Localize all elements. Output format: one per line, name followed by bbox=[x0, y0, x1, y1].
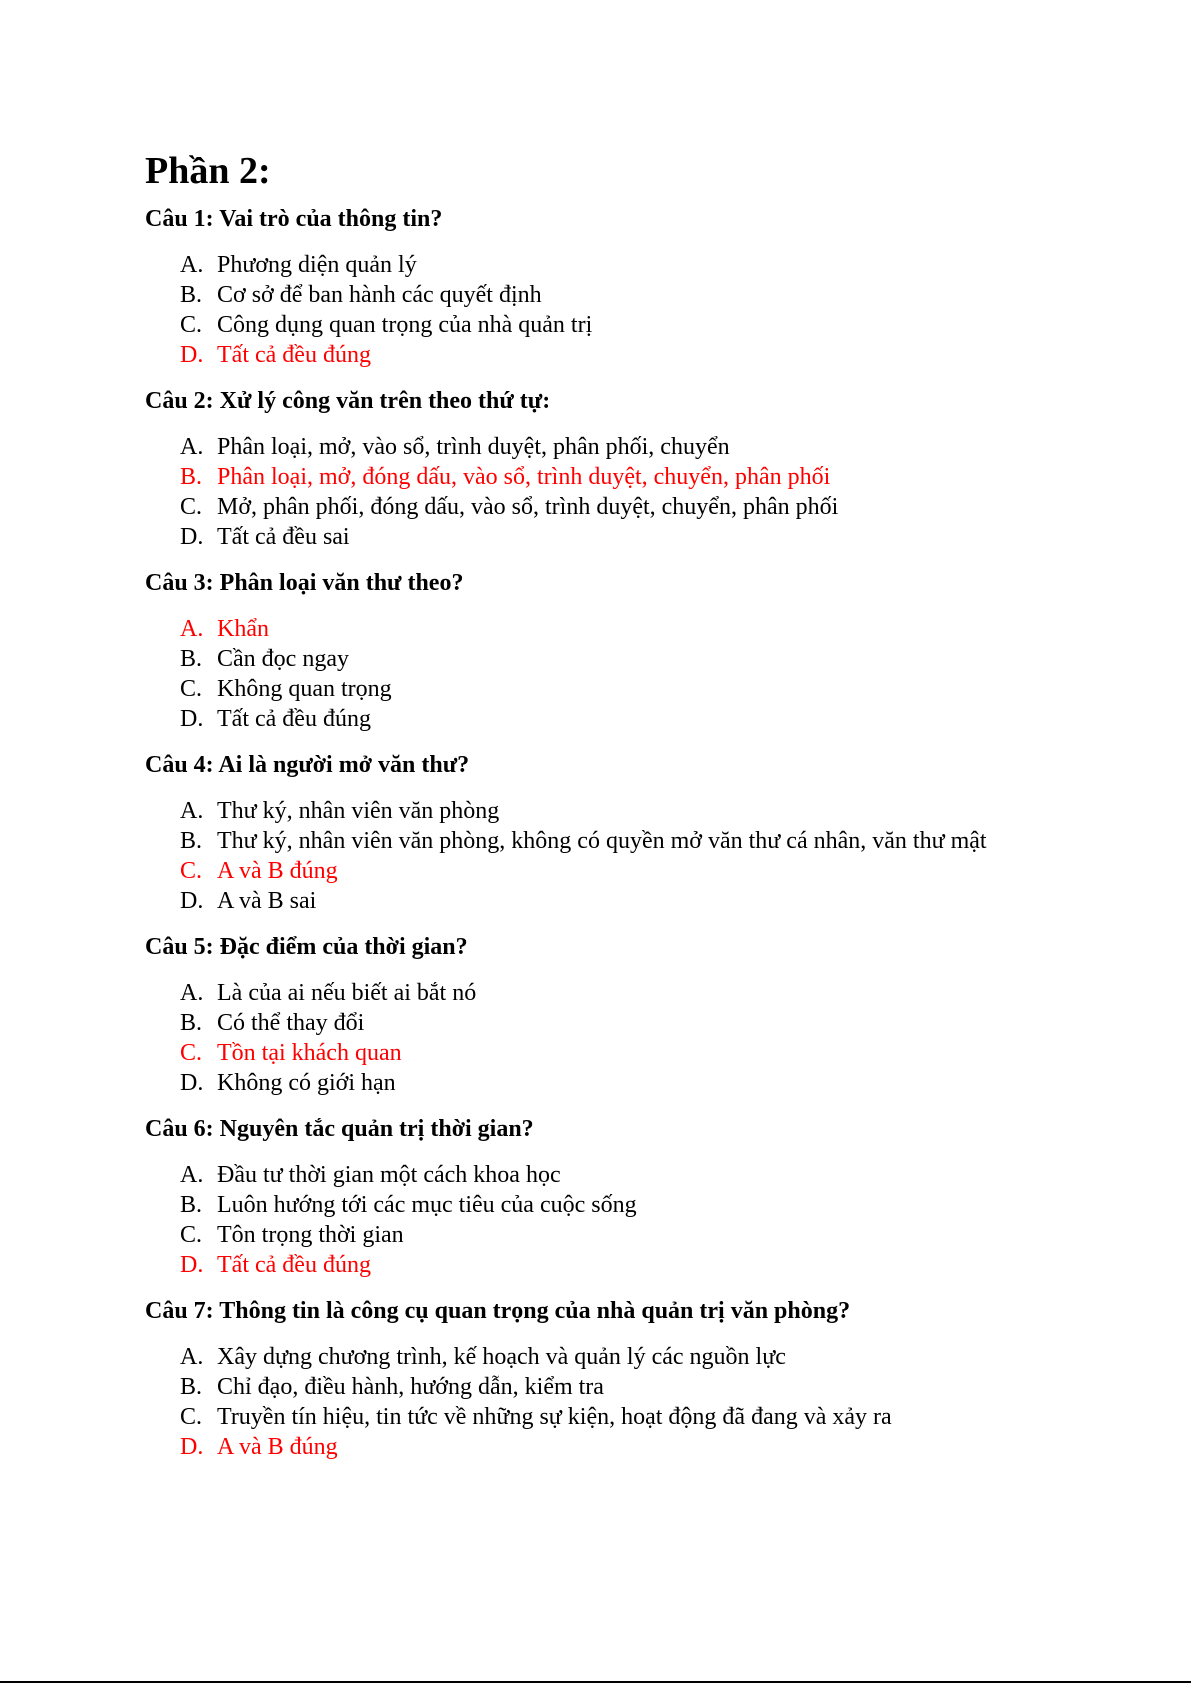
option-text: Đầu tư thời gian một cách khoa học bbox=[217, 1162, 561, 1188]
option-text: Xây dựng chương trình, kế hoạch và quản lý các nguồn lực bbox=[217, 1344, 786, 1370]
answer-option bbox=[180, 310, 1045, 340]
option-list bbox=[145, 614, 1045, 734]
answer-option bbox=[180, 826, 1045, 856]
option-letter: B. bbox=[180, 1192, 203, 1218]
option-text: Không quan trọng bbox=[217, 676, 392, 702]
question-title: Câu 2: Xử lý công văn trên theo thứ tự: bbox=[145, 388, 551, 414]
question-title: Câu 5: Đặc điểm của thời gian? bbox=[145, 934, 468, 960]
question-title: Câu 7: Thông tin là công cụ quan trọng của nhà quản trị văn phòng? bbox=[145, 1298, 851, 1324]
answer-option bbox=[180, 1160, 1045, 1190]
option-text: Tôn trọng thời gian bbox=[217, 1222, 404, 1248]
question-title: Câu 6: Nguyên tắc quản trị thời gian? bbox=[145, 1116, 534, 1142]
option-list bbox=[145, 250, 1045, 370]
answer-option bbox=[180, 704, 1045, 734]
question-5 bbox=[145, 932, 1045, 1098]
correct-answer-option bbox=[180, 856, 1045, 886]
answer-option bbox=[180, 250, 1045, 280]
option-letter: D. bbox=[180, 1252, 204, 1278]
option-text: Chỉ đạo, điều hành, hướng dẫn, kiểm tra bbox=[217, 1374, 604, 1400]
option-letter: A. bbox=[180, 252, 204, 278]
option-text: Phương diện quản lý bbox=[217, 252, 417, 278]
option-text: Không có giới hạn bbox=[217, 1070, 396, 1096]
section-title: Phần 2: bbox=[145, 150, 271, 192]
answer-option bbox=[180, 1342, 1045, 1372]
correct-answer-option bbox=[180, 340, 1045, 370]
option-list bbox=[145, 1342, 1045, 1462]
question-6 bbox=[145, 1114, 1045, 1280]
option-letter: D. bbox=[180, 1070, 204, 1096]
option-letter: B. bbox=[180, 1010, 203, 1036]
answer-option bbox=[180, 1372, 1045, 1402]
option-letter: D. bbox=[180, 1434, 204, 1460]
option-text: Luôn hướng tới các mục tiêu của cuộc sống bbox=[217, 1192, 637, 1218]
question-1 bbox=[145, 204, 1045, 370]
option-text: Tất cả đều đúng bbox=[217, 706, 371, 732]
document-content bbox=[145, 146, 1045, 1478]
option-text: Có thể thay đổi bbox=[217, 1010, 365, 1036]
option-letter: A. bbox=[180, 1162, 204, 1188]
option-text: Tất cả đều sai bbox=[217, 524, 350, 550]
option-text: Phân loại, mở, vào sổ, trình duyệt, phân phối, chuyển bbox=[217, 434, 730, 460]
question-3 bbox=[145, 568, 1045, 734]
option-text: A và B đúng bbox=[217, 858, 338, 884]
option-text: Thư ký, nhân viên văn phòng bbox=[217, 798, 500, 824]
option-letter: B. bbox=[180, 828, 203, 854]
option-letter: D. bbox=[180, 342, 204, 368]
page-bottom-border bbox=[0, 1681, 1191, 1683]
question-title: Câu 3: Phân loại văn thư theo? bbox=[145, 570, 464, 596]
question-7 bbox=[145, 1296, 1045, 1462]
option-list bbox=[145, 1160, 1045, 1280]
option-letter: A. bbox=[180, 980, 204, 1006]
question-4 bbox=[145, 750, 1045, 916]
answer-option bbox=[180, 1190, 1045, 1220]
answer-option bbox=[180, 492, 1045, 522]
option-letter: C. bbox=[180, 312, 203, 338]
option-letter: A. bbox=[180, 1344, 204, 1370]
option-letter: D. bbox=[180, 524, 204, 550]
option-letter: B. bbox=[180, 1374, 203, 1400]
option-letter: B. bbox=[180, 282, 203, 308]
option-text: Phân loại, mở, đóng dấu, vào sổ, trình duyệt, chuyển, phân phối bbox=[217, 464, 831, 490]
option-letter: D. bbox=[180, 888, 204, 914]
option-letter: A. bbox=[180, 616, 204, 642]
answer-option bbox=[180, 1220, 1045, 1250]
option-letter: B. bbox=[180, 646, 203, 672]
option-text: Mở, phân phối, đóng dấu, vào sổ, trình duyệt, chuyển, phân phối bbox=[217, 494, 839, 520]
answer-option bbox=[180, 522, 1045, 552]
option-text: A và B đúng bbox=[217, 1434, 338, 1460]
answer-option bbox=[180, 432, 1045, 462]
option-list bbox=[145, 432, 1045, 552]
option-letter: A. bbox=[180, 434, 204, 460]
option-letter: C. bbox=[180, 858, 203, 884]
option-text: Công dụng quan trọng của nhà quản trị bbox=[217, 312, 593, 338]
option-letter: D. bbox=[180, 706, 204, 732]
option-letter: C. bbox=[180, 1222, 203, 1248]
answer-option bbox=[180, 978, 1045, 1008]
option-text: Tất cả đều đúng bbox=[217, 1252, 371, 1278]
correct-answer-option bbox=[180, 614, 1045, 644]
answer-option bbox=[180, 886, 1045, 916]
option-letter: C. bbox=[180, 494, 203, 520]
option-list bbox=[145, 796, 1045, 916]
option-letter: C. bbox=[180, 1404, 203, 1430]
answer-option bbox=[180, 1008, 1045, 1038]
option-text: Truyền tín hiệu, tin tức về những sự kiện, hoạt động đã đang và xảy ra bbox=[217, 1404, 892, 1430]
option-text: Thư ký, nhân viên văn phòng, không có quyền mở văn thư cá nhân, văn thư mật bbox=[217, 828, 987, 854]
option-letter: C. bbox=[180, 1040, 203, 1066]
answer-option bbox=[180, 644, 1045, 674]
answer-option bbox=[180, 1068, 1045, 1098]
answer-option bbox=[180, 796, 1045, 826]
option-text: Tồn tại khách quan bbox=[217, 1040, 402, 1066]
question-list bbox=[145, 204, 1045, 1462]
option-text: Cơ sở để ban hành các quyết định bbox=[217, 282, 542, 308]
question-2 bbox=[145, 386, 1045, 552]
option-list bbox=[145, 978, 1045, 1098]
answer-option bbox=[180, 280, 1045, 310]
option-letter: A. bbox=[180, 798, 204, 824]
option-text: Tất cả đều đúng bbox=[217, 342, 371, 368]
correct-answer-option bbox=[180, 1432, 1045, 1462]
question-title: Câu 1: Vai trò của thông tin? bbox=[145, 206, 443, 232]
correct-answer-option bbox=[180, 1038, 1045, 1068]
option-letter: B. bbox=[180, 464, 203, 490]
answer-option bbox=[180, 674, 1045, 704]
correct-answer-option bbox=[180, 1250, 1045, 1280]
answer-option bbox=[180, 1402, 1045, 1432]
option-text: Là của ai nếu biết ai bắt nó bbox=[217, 980, 477, 1006]
option-letter: C. bbox=[180, 676, 203, 702]
correct-answer-option bbox=[180, 462, 1045, 492]
option-text: Khẩn bbox=[217, 616, 269, 642]
option-text: Cần đọc ngay bbox=[217, 646, 349, 672]
option-text: A và B sai bbox=[217, 888, 317, 914]
question-title: Câu 4: Ai là người mở văn thư? bbox=[145, 752, 470, 778]
